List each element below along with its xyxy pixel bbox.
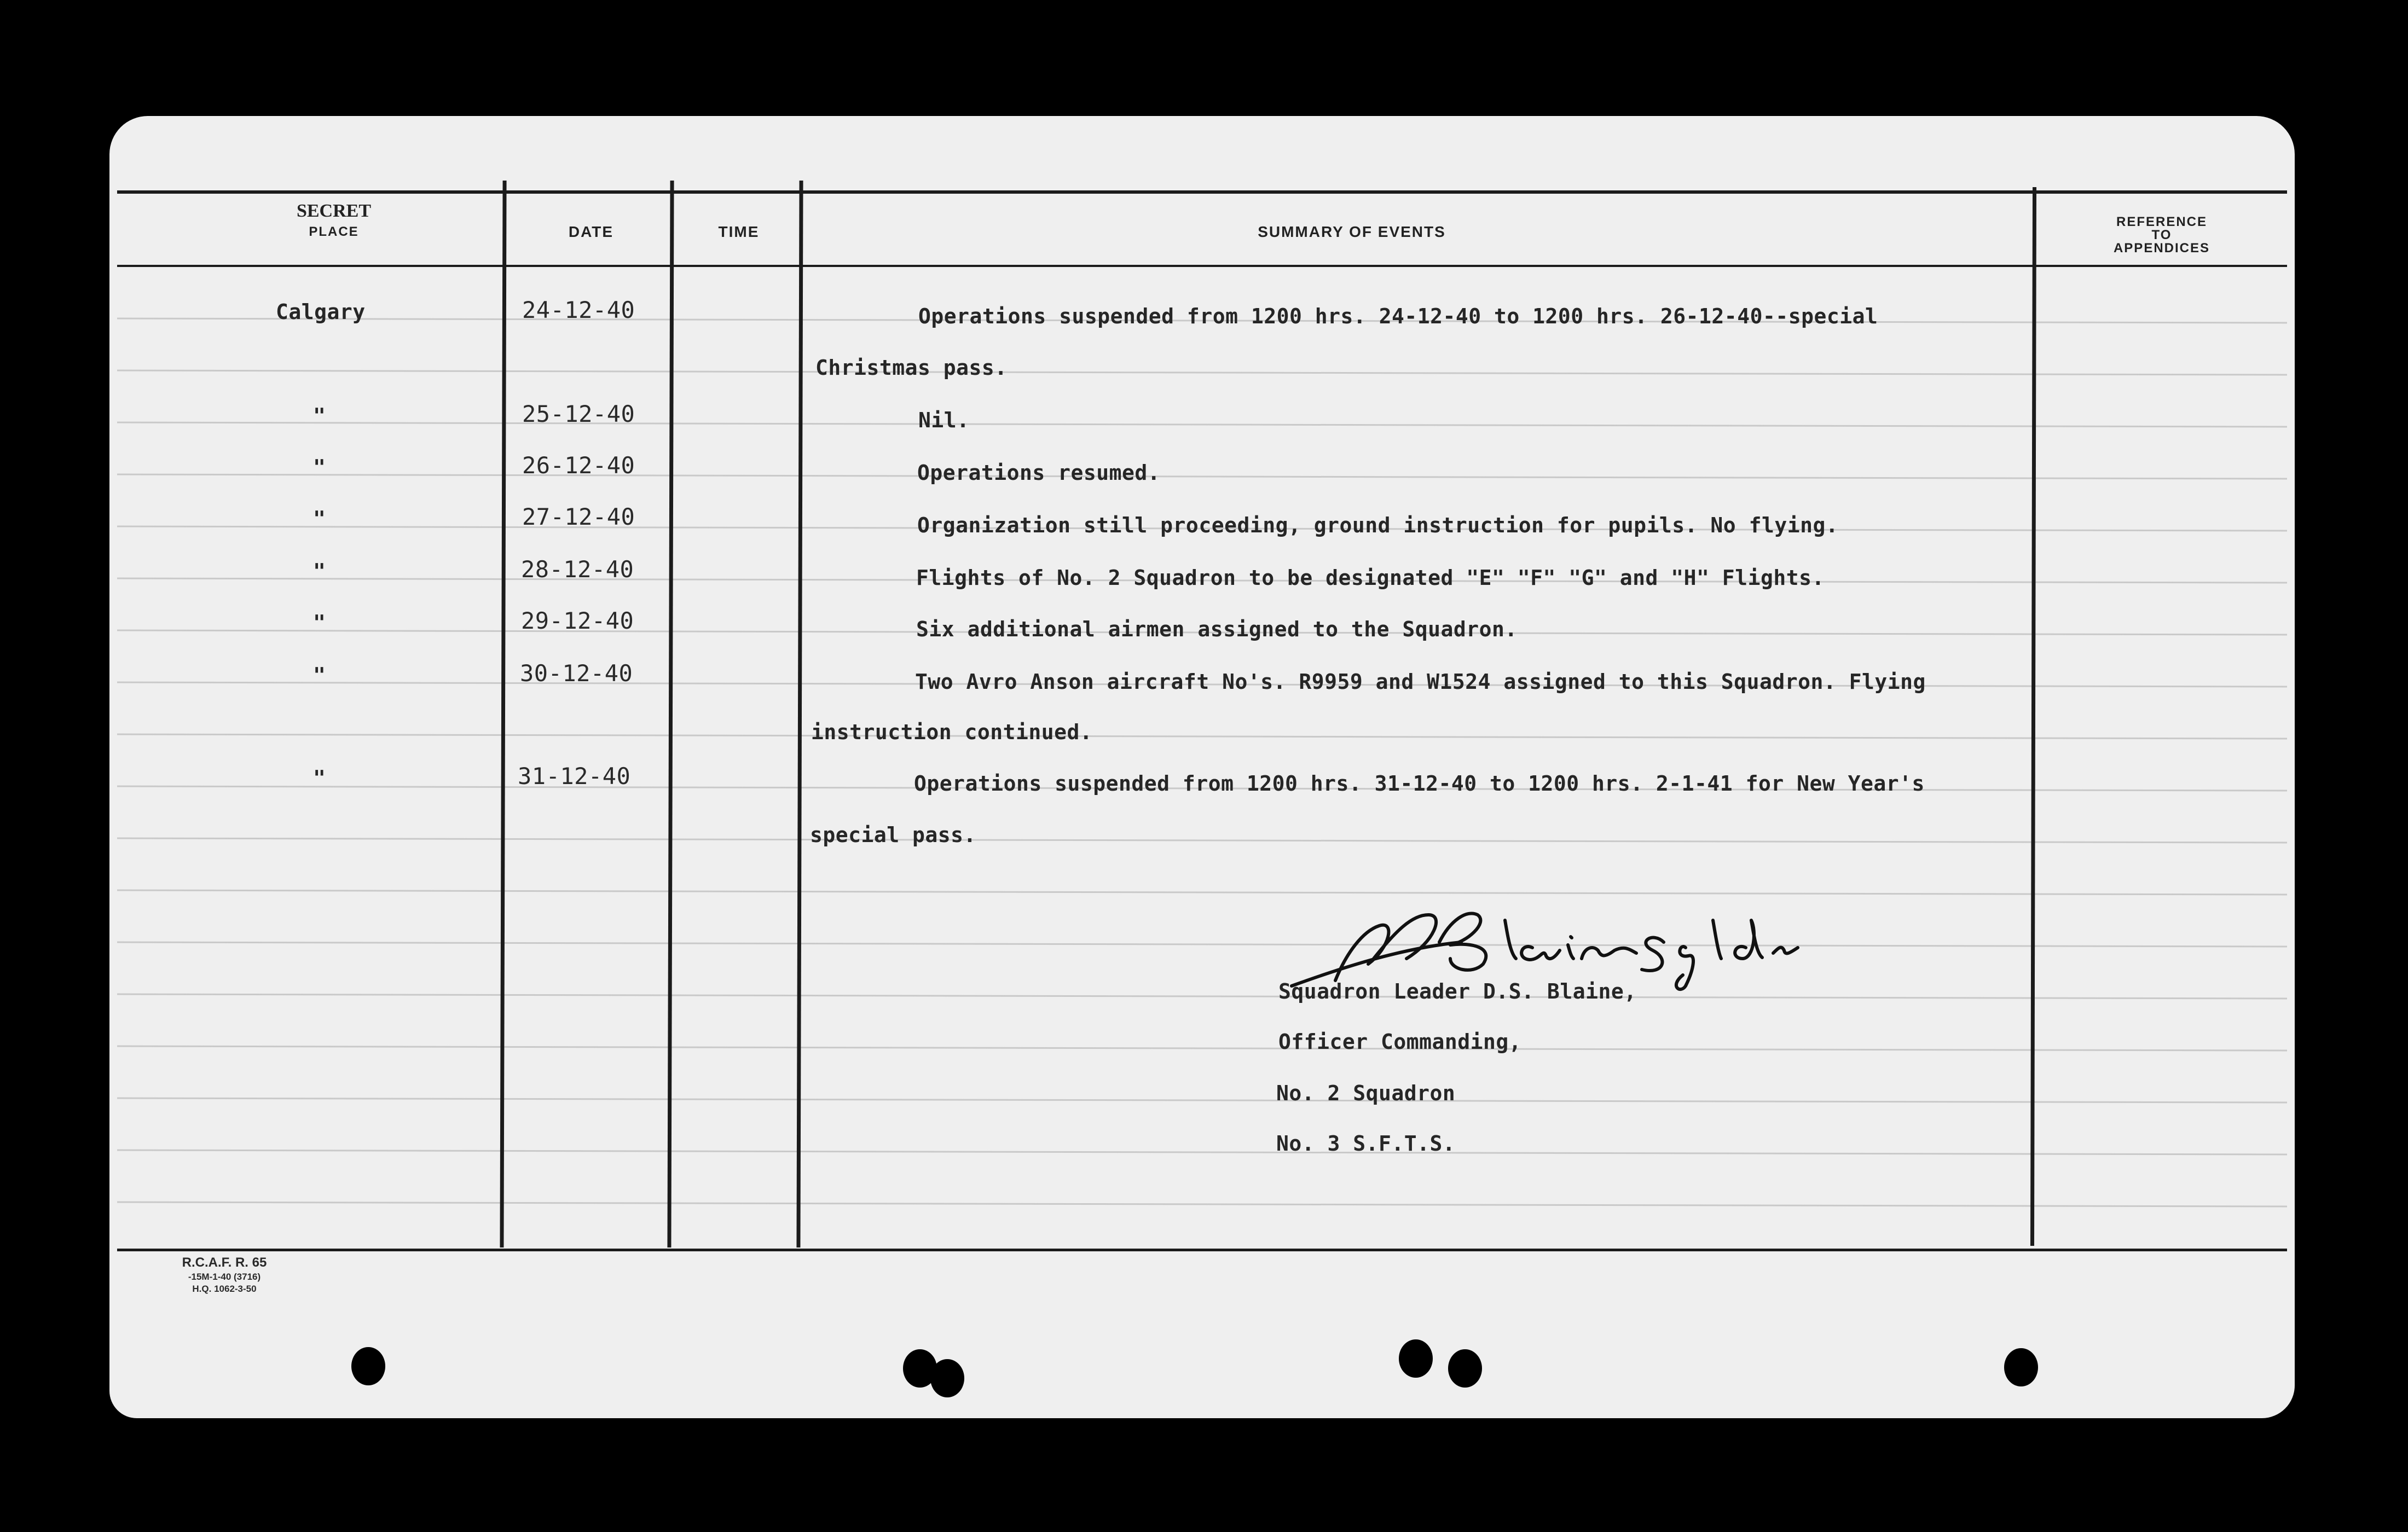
punch-hole <box>1448 1349 1482 1388</box>
entry-date: 25-12-40 <box>522 401 635 427</box>
ruled-line <box>117 1098 2287 1102</box>
footer-line <box>117 1249 2287 1251</box>
punch-hole <box>351 1347 385 1385</box>
signature-unit: No. 2 Squadron <box>1276 1081 1456 1105</box>
entry-place: Calgary <box>276 300 366 324</box>
header-place: PLACE <box>309 224 359 239</box>
header-reference: REFERENCE <box>2116 214 2208 229</box>
entry-continuation: instruction continued. <box>811 720 1093 744</box>
signature-title: Officer Commanding, <box>1278 1030 1522 1054</box>
entry-place: " <box>313 611 326 635</box>
entry-date: 27-12-40 <box>522 503 635 530</box>
ruled-line <box>117 890 2287 895</box>
entry-date: 29-12-40 <box>521 607 634 634</box>
header-summary: SUMMARY OF EVENTS <box>1258 223 1446 240</box>
ruled-line <box>117 838 2287 843</box>
entry-date: 24-12-40 <box>522 297 635 323</box>
ruled-line <box>117 1046 2287 1051</box>
header-bottom-line <box>117 265 2287 267</box>
form-number: R.C.A.F. R. 65 <box>182 1255 267 1270</box>
form-print-code: -15M-1-40 (3716) <box>188 1272 261 1282</box>
entry-text: Six additional airmen assigned to the Squadron. <box>916 617 1518 641</box>
entry-place: " <box>313 404 326 428</box>
ruled-line <box>117 734 2287 739</box>
entry-place: " <box>313 766 326 790</box>
header-reference-to: TO <box>2151 228 2172 242</box>
header-secret: SECRET <box>296 201 372 221</box>
entry-continuation: Christmas pass. <box>815 356 1008 380</box>
ruled-line <box>117 1202 2287 1206</box>
ruled-line <box>117 370 2287 375</box>
punch-hole <box>930 1359 964 1397</box>
entry-date: 30-12-40 <box>520 660 633 687</box>
entry-text: Flights of No. 2 Squadron to be designated "E" "F" "G" and "H" Flights. <box>916 566 1825 590</box>
top-border-line <box>117 190 2287 194</box>
diary-sheet <box>109 116 2295 1418</box>
entry-text: Organization still proceeding, ground instruction for pupils. No flying. <box>917 513 1839 537</box>
entry-place: " <box>313 455 326 479</box>
entry-text: Nil. <box>918 408 970 432</box>
header-date: DATE <box>568 223 614 240</box>
ruled-line <box>117 422 2287 427</box>
entry-date: 31-12-40 <box>518 763 631 790</box>
entry-text: Operations suspended from 1200 hrs. 24-12-40 to 1200 hrs. 26-12-40--special <box>918 304 1878 328</box>
entry-place: " <box>313 507 326 531</box>
entry-date: 26-12-40 <box>522 452 635 479</box>
entry-text: Operations suspended from 1200 hrs. 31-12-40 to 1200 hrs. 2-1-41 for New Year's <box>914 771 1925 796</box>
entry-date: 28-12-40 <box>521 556 634 583</box>
header-time: TIME <box>718 223 760 240</box>
ruled-line <box>117 1150 2287 1154</box>
signature-school: No. 3 S.F.T.S. <box>1276 1131 1456 1156</box>
entry-text: Two Avro Anson aircraft No's. R9959 and W1524 assigned to this Squadron. Flying <box>915 670 1926 694</box>
signature-name: Squadron Leader D.S. Blaine, <box>1278 979 1637 1003</box>
entry-text: Operations resumed. <box>917 461 1161 485</box>
entry-place: " <box>313 559 326 583</box>
punch-hole <box>2004 1348 2038 1386</box>
entry-continuation: special pass. <box>810 823 976 847</box>
ruled-line <box>117 942 2287 947</box>
ruled-line <box>117 474 2287 479</box>
form-hq-code: H.Q. 1062-3-50 <box>192 1284 257 1294</box>
entry-place: " <box>313 663 326 687</box>
ruled-line <box>117 994 2287 999</box>
punch-hole <box>1399 1339 1433 1378</box>
header-appendices: APPENDICES <box>2113 241 2210 256</box>
